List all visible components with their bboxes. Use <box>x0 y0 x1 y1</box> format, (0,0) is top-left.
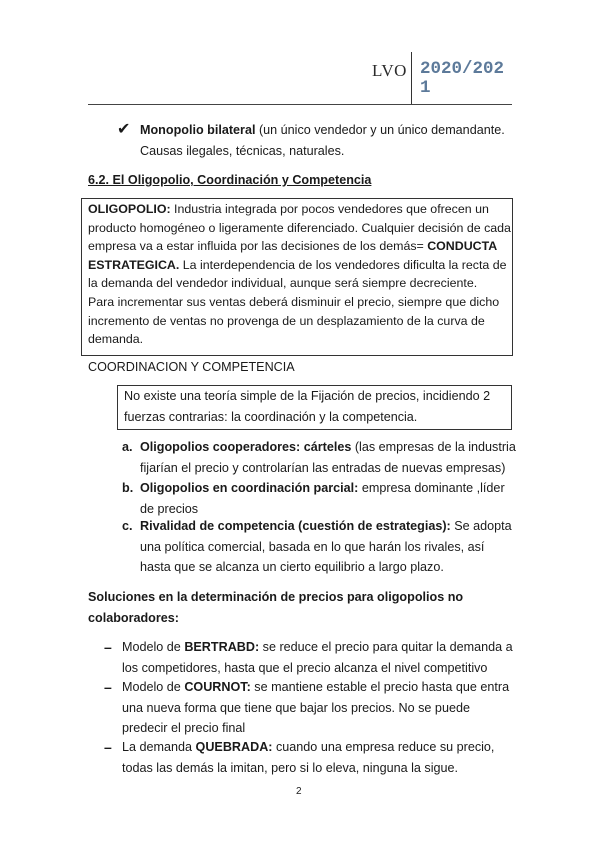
list-item-text: (las empresas de la industria fijarían el precio y controlarían las entradas de nuevas empresas) <box>140 440 516 475</box>
model-text: se mantiene estable el precio hasta que entra una nueva forma que tiene que bajar los precios. No se puede predecir el precio final <box>122 680 510 735</box>
oligopolio-term: OLIGOPOLIO: <box>88 202 171 216</box>
list-item <box>122 637 514 678</box>
academic-year: 2020/2021 <box>420 59 505 98</box>
model-name: QUEBRADA: <box>195 740 273 754</box>
header-rule <box>88 104 512 105</box>
list-item <box>122 737 507 778</box>
list-item-title: Oligopolios en coordinación parcial: <box>140 481 359 495</box>
model-lead: Modelo de <box>122 680 185 694</box>
list-item-text: empresa dominante ,líder de precios <box>140 481 505 516</box>
list-item <box>140 478 512 519</box>
strategic-conduct: CONDUCTA ESTRATEGICA. <box>88 239 497 272</box>
header-divider <box>411 52 412 104</box>
model-name: COURNOT: <box>184 680 251 694</box>
oligopolio-text-1: Industria integrada por pocos vendedores que ofrecen un producto homogéneo o ligeramente diferenciado. Cualquier decisión de cada empresa va a estar influida por las decisiones de los demás= <box>88 202 511 254</box>
list-item <box>140 516 512 578</box>
dash-bullet: – <box>104 639 112 655</box>
section-heading <box>88 170 371 190</box>
checkmark-icon: ✔ <box>117 121 131 138</box>
dash-bullet: – <box>104 679 112 695</box>
model-text: cuando una empresa reduce su precio, todas las demás la imitan, pero si lo eleva, ninguna la sigue. <box>122 740 495 775</box>
oligopolio-definition <box>88 200 512 349</box>
solutions-heading: Soluciones en la determinación de precios para oligopolios no colaboradores: <box>88 590 464 625</box>
oligopolio-text-3: Para incrementar sus ventas deberá disminuir el precio, siempre que dicho incremento de ventas no provenga de un desplazamiento de la curva de demanda. <box>88 294 500 347</box>
section-title: . El Oligopolio, Coordinación y Competencia <box>105 173 372 187</box>
list-item-letter: a. <box>122 440 133 454</box>
monopolio-paragraph <box>140 120 525 161</box>
page-number: 2 <box>296 786 302 797</box>
list-item-title: Oligopolios cooperadores: cárteles <box>140 440 352 454</box>
model-lead: Modelo de <box>122 640 185 654</box>
list-item <box>140 437 518 478</box>
list-item-text: Se adopta una política comercial, basada en lo que harán los rivales, así hasta que se alcanza un cierto equilibrio a largo plazo. <box>140 519 512 574</box>
theory-text <box>124 386 509 427</box>
theory-text-b: incidiendo 2 fuerzas contrarias: la coordinación y la competencia. <box>124 389 491 424</box>
list-item-title: Rivalidad de competencia (cuestión de estrategias): <box>140 519 451 533</box>
list-item-letter: b. <box>122 481 134 495</box>
monopolio-title: Monopolio bilateral <box>140 123 256 137</box>
theory-text-a: No existe una teoría simple de la Fijación de precios, <box>124 389 420 403</box>
model-lead: La demanda <box>122 740 196 754</box>
document-code: LVO <box>372 61 407 80</box>
coordination-title: COORDINACION Y COMPETENCIA <box>88 360 295 374</box>
list-item-letter: c. <box>122 519 133 533</box>
list-item <box>122 677 512 739</box>
monopolio-description: (un único vendedor y un único demandante. Causas ilegales, técnicas, naturales. <box>140 123 505 158</box>
dash-bullet: – <box>104 739 112 755</box>
model-text: se reduce el precio para quitar la demanda a los competidores, hasta que el precio alcanza el nivel competitivo <box>122 640 513 675</box>
oligopolio-text-2: La interdependencia de los vendedores dificulta la recta de la demanda del vendedor individual, aunque será siempre decreciente. <box>88 257 507 291</box>
section-number: 6.2 <box>88 173 106 187</box>
model-name: BERTRABD: <box>184 640 260 654</box>
